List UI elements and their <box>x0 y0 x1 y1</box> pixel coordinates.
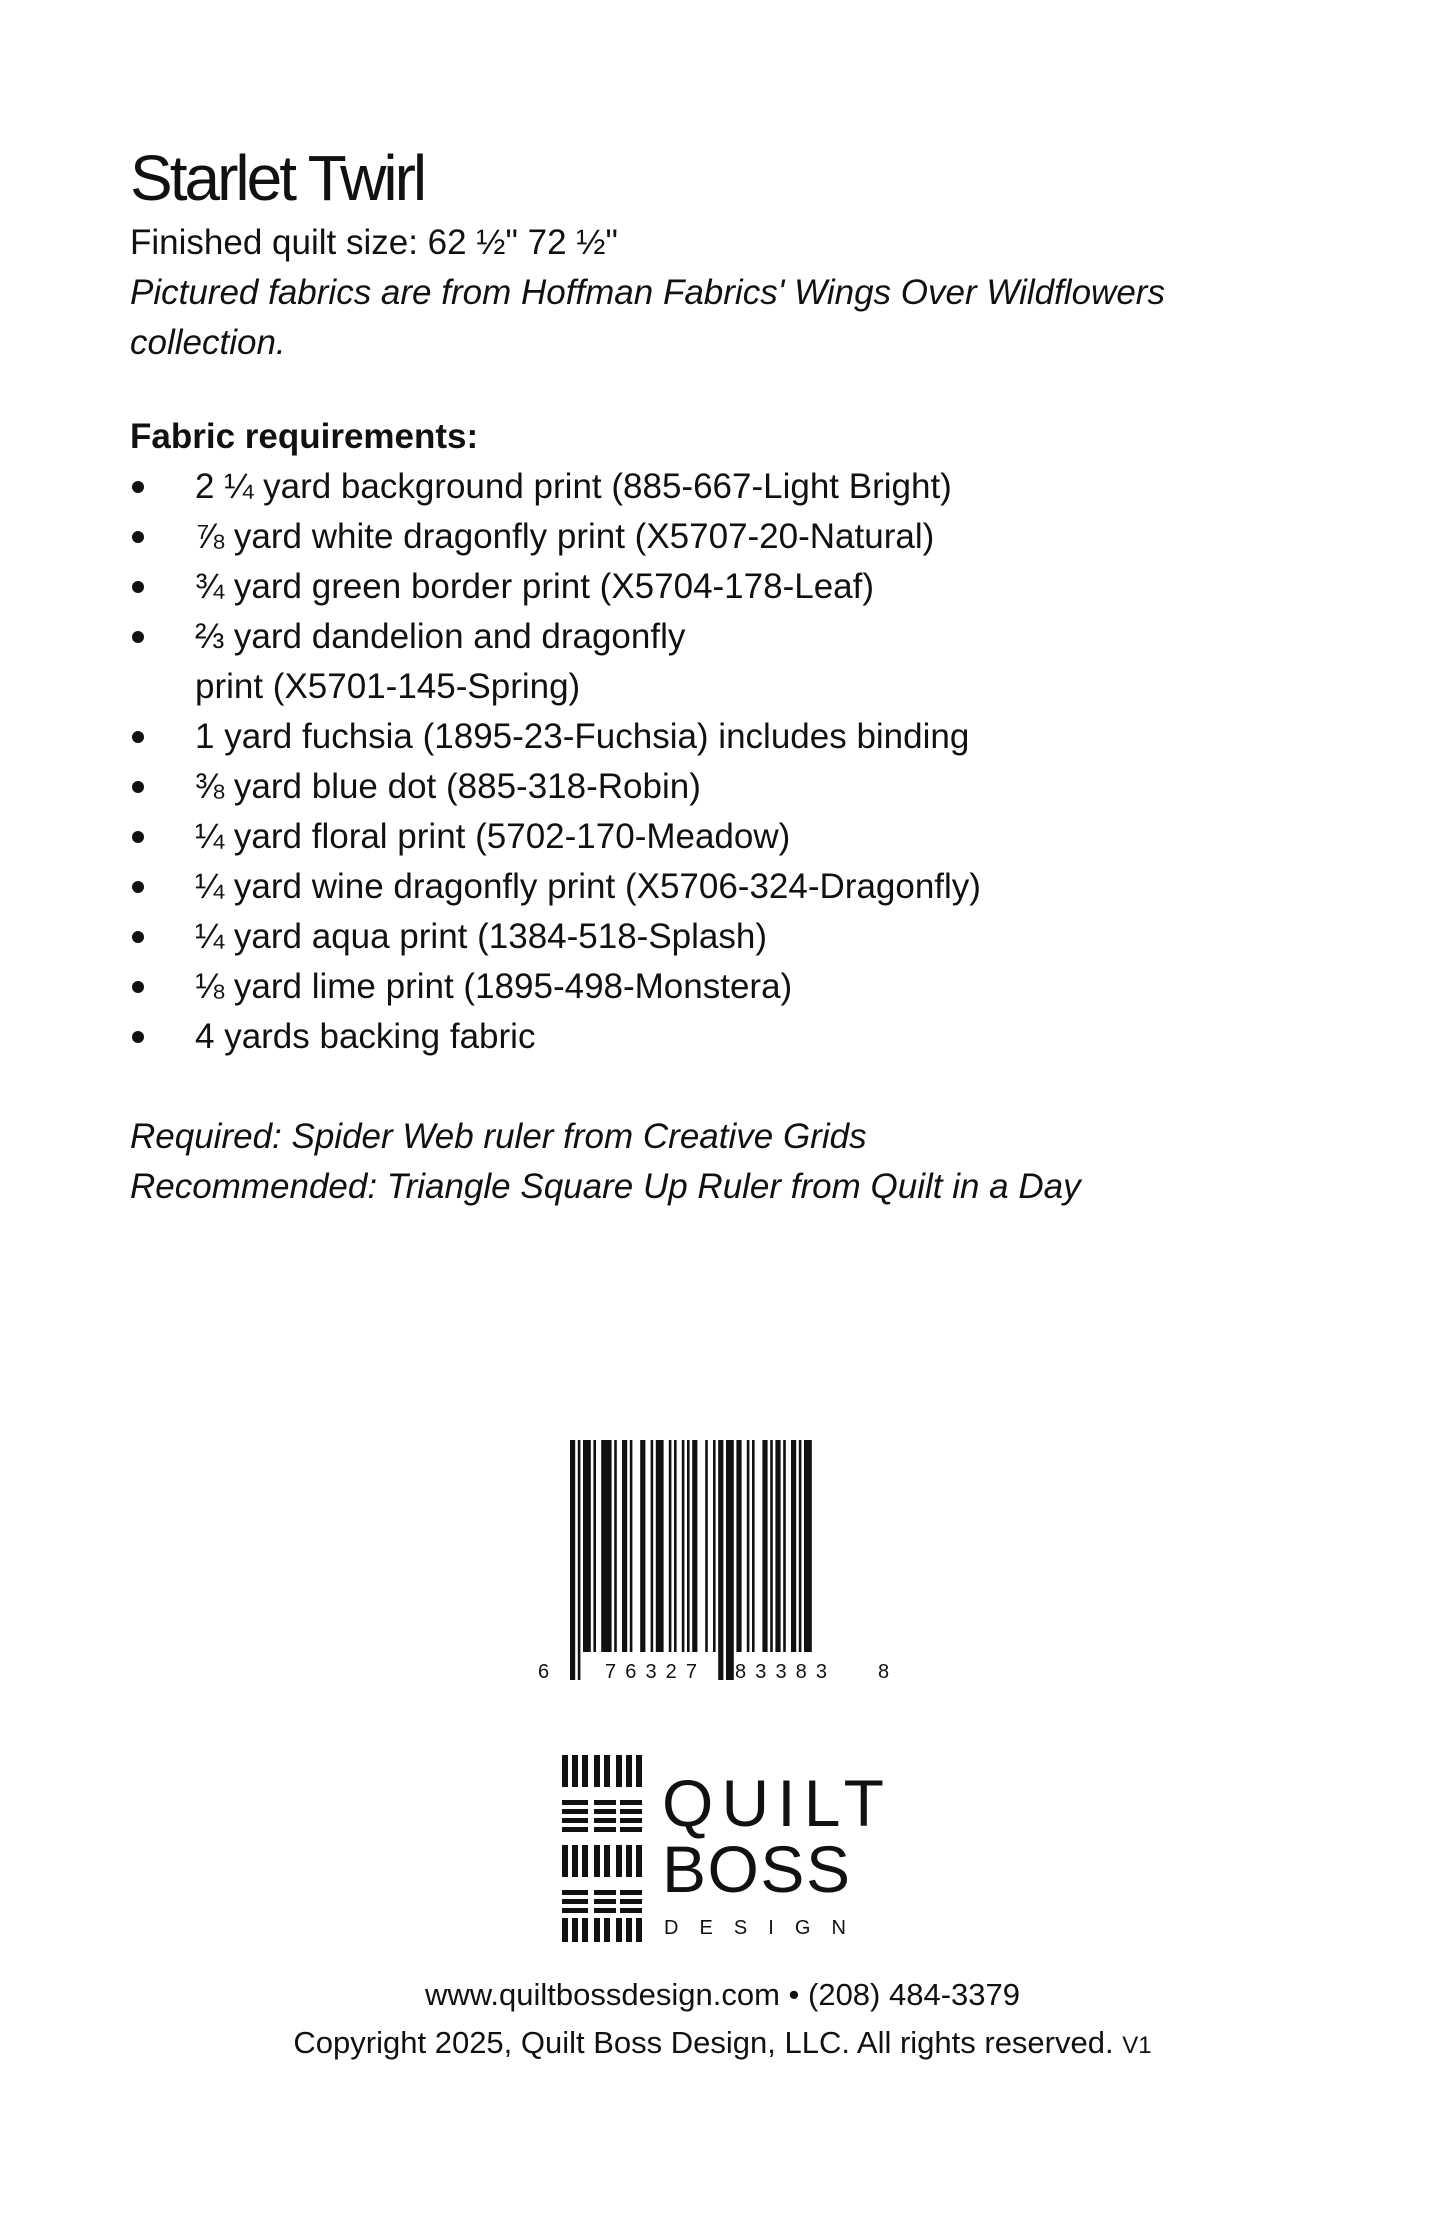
logo-word-design: DESIGN <box>664 1917 846 1939</box>
barcode-bar <box>718 1440 723 1680</box>
tools-section <box>130 1112 1081 1212</box>
barcode-bar <box>791 1440 796 1652</box>
list-item: ¼ yard aqua print (1384-518-Splash) <box>130 912 1230 962</box>
barcode-bar <box>705 1440 708 1652</box>
list-item: ¾ yard green border print (X5704-178-Leaf) <box>130 562 1230 612</box>
logo-word-quilt: QUILT <box>662 1766 884 1840</box>
list-item: ⅜ yard blue dot (885-318-Robin) <box>130 762 1230 812</box>
barcode-bar <box>752 1440 755 1652</box>
barcode-bar <box>601 1440 611 1652</box>
barcode-bars <box>570 1440 812 1680</box>
barcode-bar <box>583 1440 591 1652</box>
barcode-bar <box>622 1440 627 1652</box>
barcode-bar <box>593 1440 596 1652</box>
barcode-bar <box>804 1440 812 1652</box>
barcode-bar <box>640 1440 645 1652</box>
barcode-bar <box>747 1440 750 1652</box>
list-item: ¼ yard floral print (5702-170-Meadow) <box>130 812 1230 862</box>
barcode-bar <box>651 1440 654 1652</box>
barcode-bar <box>669 1440 672 1652</box>
barcode-bar <box>614 1440 617 1652</box>
barcode <box>538 1440 898 1690</box>
barcode-right-digits: 83383 <box>735 1661 827 1683</box>
barcode-bar <box>726 1440 734 1680</box>
page-title: Starlet Twirl <box>130 142 425 214</box>
fabric-list <box>130 462 1230 1062</box>
fabric-requirements-heading: Fabric requirements: <box>130 417 479 456</box>
barcode-left-digits: 76327 <box>605 1661 697 1683</box>
recommended-tool: Recommended: Triangle Square Up Ruler from Quilt in a Day <box>130 1167 1081 1206</box>
barcode-bar <box>775 1440 780 1652</box>
fabric-collection-note: Pictured fabrics are from Hoffman Fabrics' Wings Over Wildflowers collection. <box>130 273 1165 362</box>
list-item: ⅞ yard white dragonfly print (X5707-20-Natural) <box>130 512 1230 562</box>
list-item: 4 yards backing fabric <box>130 1012 1230 1062</box>
quilt-boss-logo <box>562 1752 902 1942</box>
barcode-bar <box>630 1440 633 1652</box>
barcode-bar <box>682 1440 685 1652</box>
list-item: ¼ yard wine dragonfly print (X5706-324-Dragonfly) <box>130 862 1230 912</box>
list-item: 1 yard fuchsia (1895-23-Fuchsia) includes binding <box>130 712 1230 762</box>
logo-word-boss: BOSS <box>662 1832 850 1906</box>
barcode-lead-digit: 6 <box>538 1661 550 1683</box>
copyright-text: Copyright 2025, Quilt Boss Design, LLC. All rights reserved. <box>293 2025 1114 2060</box>
barcode-bar <box>570 1440 575 1680</box>
barcode-check-digit: 8 <box>878 1661 890 1683</box>
barcode-bar <box>736 1440 741 1652</box>
barcode-bar <box>713 1440 716 1652</box>
barcode-bar <box>770 1440 773 1652</box>
barcode-bar <box>578 1440 581 1680</box>
barcode-bar <box>687 1440 690 1652</box>
list-item: 2 ¼ yard background print (885-667-Light Bright) <box>130 462 1230 512</box>
barcode-bar <box>799 1440 802 1652</box>
list-item: ⅔ yard dandelion and dragonfly print (X5701-145-Spring) <box>130 612 715 712</box>
barcode-bar <box>762 1440 767 1652</box>
logo-mark-icon <box>562 1755 642 1942</box>
list-item: ⅛ yard lime print (1895-498-Monstera) <box>130 962 1230 1012</box>
copyright-line <box>0 2020 1445 2069</box>
barcode-bar <box>674 1440 677 1652</box>
barcode-bar <box>656 1440 664 1652</box>
barcode-bar <box>692 1440 697 1652</box>
required-tool: Required: Spider Web ruler from Creative Grids <box>130 1117 867 1156</box>
barcode-bar <box>783 1440 786 1652</box>
finished-size: Finished quilt size: 62 ½" 72 ½" <box>130 223 618 262</box>
version-label: V1 <box>1122 2032 1152 2059</box>
contact-line: www.quiltbossdesign.com • (208) 484-3379 <box>424 1977 1020 2012</box>
